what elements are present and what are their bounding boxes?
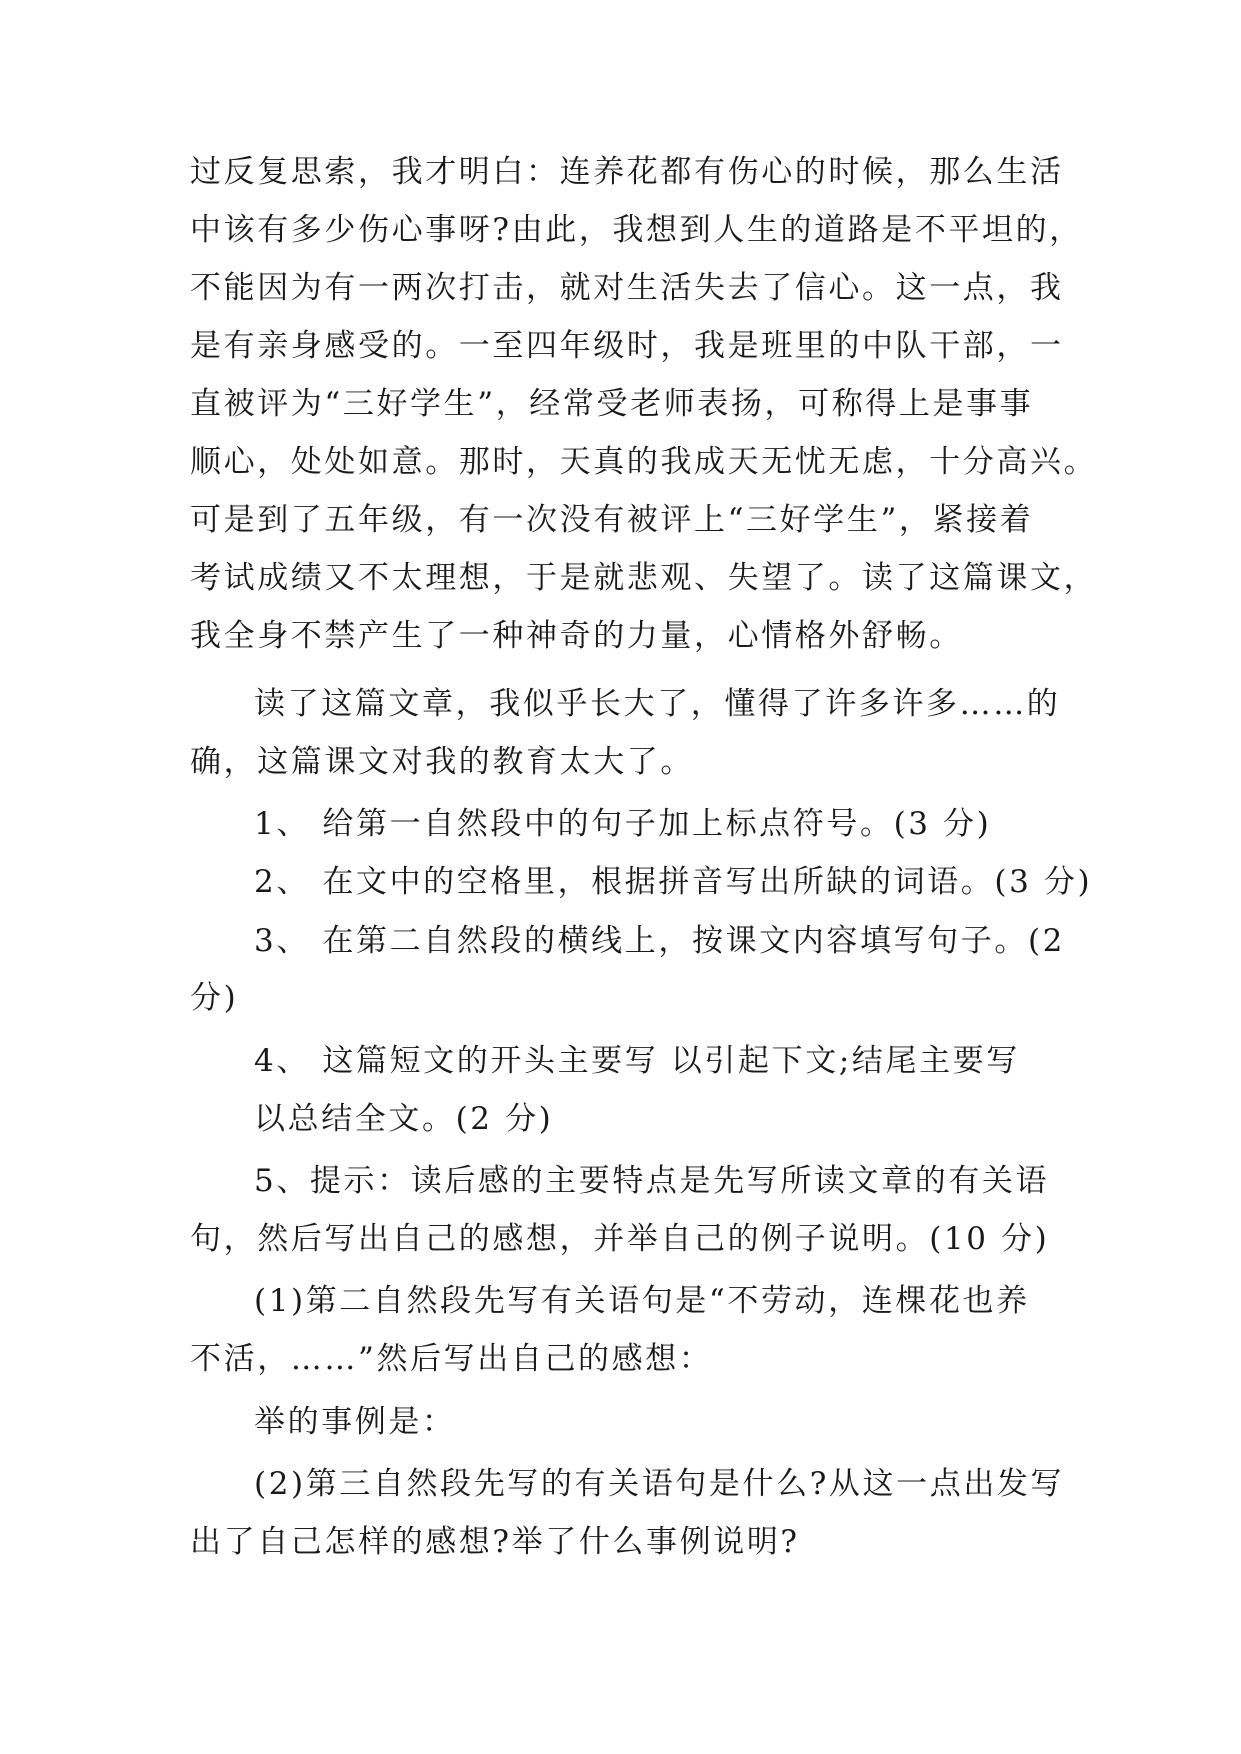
paragraph-line: 中该有多少伤心事呀?由此，我想到人生的道路是不平坦的，	[190, 212, 1083, 248]
sub-question-1-continuation: 不活，……”然后写出自己的感想：	[190, 1341, 713, 1377]
question-5: 5、提示：读后感的主要特点是先写所读文章的有关语	[254, 1163, 1050, 1199]
sub-question-1: (1)第二自然段先写有关语句是“不劳动，连棵花也养	[254, 1283, 1030, 1319]
question-5-continuation: 句，然后写出自己的感想，并举自己的例子说明。(10 分)	[190, 1221, 1050, 1257]
paragraph-line: 读了这篇文章，我似乎长大了，懂得了许多许多……的	[254, 686, 1061, 722]
paragraph-line: 是有亲身感受的。一至四年级时，我是班里的中队干部，一	[190, 328, 1064, 364]
paragraph-line: 可是到了五年级，有一次没有被评上“三好学生”，紧接着	[190, 502, 1034, 538]
question-3: 3、 在第二自然段的横线上，按课文内容填写句子。(2	[254, 923, 1065, 959]
paragraph-line: 确，这篇课文对我的教育太大了。	[190, 744, 694, 780]
question-4: 4、 这篇短文的开头主要写 以引起下文;结尾主要写	[254, 1043, 1020, 1079]
question-1: 1、 给第一自然段中的句子加上标点符号。(3 分)	[254, 806, 992, 842]
paragraph-line: 我全身不禁产生了一种神奇的力量，心情格外舒畅。	[190, 618, 963, 654]
paragraph-line: 过反复思索，我才明白：连养花都有伤心的时候，那么生活	[190, 154, 1064, 190]
question-4-continuation: 以总结全文。(2 分)	[254, 1101, 554, 1137]
sub-question-2: (2)第三自然段先写的有关语句是什么?从这一点出发写	[254, 1466, 1065, 1502]
sub-question-2-continuation: 出了自己怎样的感想?举了什么事例说明?	[190, 1524, 800, 1560]
paragraph-line: 直被评为“三好学生”，经常受老师表扬，可称得上是事事	[190, 386, 1034, 422]
paragraph-line: 顺心，处处如意。那时，天真的我成天无忧无虑，十分高兴。	[190, 444, 1098, 480]
question-3-continuation: 分)	[190, 980, 239, 1016]
paragraph-line: 不能因为有一两次打击，就对生活失去了信心。这一点，我	[190, 270, 1064, 306]
paragraph-line: 考试成绩又不太理想，于是就悲观、失望了。读了这篇课文，	[190, 560, 1098, 596]
question-2: 2、 在文中的空格里，根据拼音写出所缺的词语。(3 分)	[254, 864, 1093, 900]
example-prompt: 举的事例是：	[254, 1404, 456, 1440]
